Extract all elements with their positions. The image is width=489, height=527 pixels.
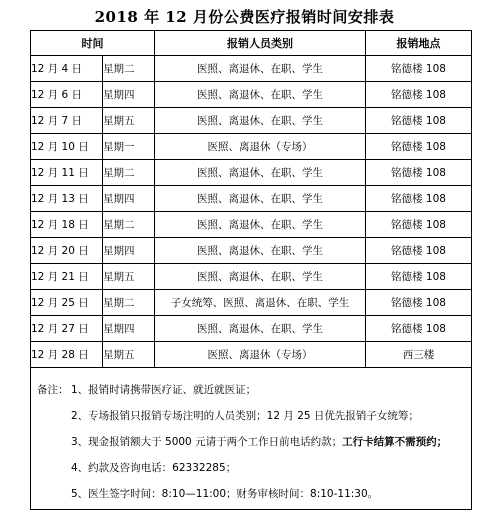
cell-date: 12 月 20 日 <box>31 238 103 264</box>
notes-block <box>31 368 471 509</box>
cell-category: 医照、离退休、在职、学生 <box>155 160 366 186</box>
cell-weekday: 星期一 <box>103 134 155 160</box>
cell-weekday: 星期二 <box>103 290 155 316</box>
cell-location: 铭德楼 108 <box>366 186 472 212</box>
cell-date: 12 月 10 日 <box>31 134 103 160</box>
cell-location: 铭德楼 108 <box>366 290 472 316</box>
cell-location: 铭德楼 108 <box>366 264 472 290</box>
cell-date: 12 月 27 日 <box>31 316 103 342</box>
table-row <box>31 186 472 212</box>
cell-weekday: 星期五 <box>103 108 155 134</box>
cell-category: 医照、离退休、在职、学生 <box>155 186 366 212</box>
cell-category: 子女统筹、医照、离退休、在职、学生 <box>155 290 366 316</box>
cell-category: 医照、离退休（专场） <box>155 134 366 160</box>
cell-location: 铭德楼 108 <box>366 316 472 342</box>
table-row <box>31 134 472 160</box>
header-location: 报销地点 <box>366 31 472 56</box>
cell-date: 12 月 4 日 <box>31 56 103 82</box>
cell-category: 医照、离退休（专场） <box>155 342 366 368</box>
cell-weekday: 星期四 <box>103 238 155 264</box>
table-row <box>31 212 472 238</box>
table-row <box>31 342 472 368</box>
cell-date: 12 月 25 日 <box>31 290 103 316</box>
cell-weekday: 星期五 <box>103 264 155 290</box>
cell-weekday: 星期五 <box>103 342 155 368</box>
schedule-table <box>30 30 472 510</box>
table-row <box>31 56 472 82</box>
cell-weekday: 星期二 <box>103 212 155 238</box>
cell-weekday: 星期二 <box>103 56 155 82</box>
notes-cell <box>31 368 472 510</box>
cell-date: 12 月 11 日 <box>31 160 103 186</box>
table-row <box>31 160 472 186</box>
note-item: 2、专场报销只报销专场注明的人员类别；12 月 25 日优先报销子女统筹； <box>71 410 419 422</box>
cell-category: 医照、离退休、在职、学生 <box>155 316 366 342</box>
cell-category: 医照、离退休、在职、学生 <box>155 108 366 134</box>
header-category: 报销人员类别 <box>155 31 366 56</box>
table-row <box>31 82 472 108</box>
header-row <box>31 31 472 56</box>
cell-date: 12 月 13 日 <box>31 186 103 212</box>
note-item: 4、约款及咨询电话：62332285； <box>71 462 237 474</box>
cell-location: 铭德楼 108 <box>366 134 472 160</box>
cell-category: 医照、离退休、在职、学生 <box>155 238 366 264</box>
cell-date: 12 月 21 日 <box>31 264 103 290</box>
note-item: 5、医生签字时间：8:10—11:00；财务审核时间：8:10-11:30。 <box>71 488 379 500</box>
cell-category: 医照、离退休、在职、学生 <box>155 264 366 290</box>
cell-category: 医照、离退休、在职、学生 <box>155 56 366 82</box>
header-time: 时间 <box>31 31 155 56</box>
cell-date: 12 月 18 日 <box>31 212 103 238</box>
cell-date: 12 月 7 日 <box>31 108 103 134</box>
table-row <box>31 264 472 290</box>
cell-location: 西三楼 <box>366 342 472 368</box>
document-title: 2018 年 12 月份公费医疗报销时间安排表 <box>94 8 395 26</box>
cell-location: 铭德楼 108 <box>366 238 472 264</box>
cell-location: 铭德楼 108 <box>366 82 472 108</box>
cell-date: 12 月 6 日 <box>31 82 103 108</box>
cell-location: 铭德楼 108 <box>366 108 472 134</box>
notes-label: 备注： <box>37 384 69 396</box>
table-row <box>31 108 472 134</box>
cell-location: 铭德楼 108 <box>366 56 472 82</box>
cell-category: 医照、离退休、在职、学生 <box>155 212 366 238</box>
cell-weekday: 星期四 <box>103 186 155 212</box>
note-item: 1、报销时请携带医疗证、就近就医证； <box>71 384 257 396</box>
cell-category: 医照、离退休、在职、学生 <box>155 82 366 108</box>
note-item-emphasis: 工行卡结算不需预约； <box>342 436 448 448</box>
table-row <box>31 238 472 264</box>
cell-location: 铭德楼 108 <box>366 212 472 238</box>
table-row <box>31 316 472 342</box>
notes-row <box>31 368 472 510</box>
note-item-text: 3、现金报销额大于 5000 元请于两个工作日前电话约款； <box>71 436 343 448</box>
table-row <box>31 290 472 316</box>
cell-location: 铭德楼 108 <box>366 160 472 186</box>
cell-weekday: 星期二 <box>103 160 155 186</box>
cell-weekday: 星期四 <box>103 316 155 342</box>
cell-date: 12 月 28 日 <box>31 342 103 368</box>
cell-weekday: 星期四 <box>103 82 155 108</box>
note-item <box>71 434 447 449</box>
